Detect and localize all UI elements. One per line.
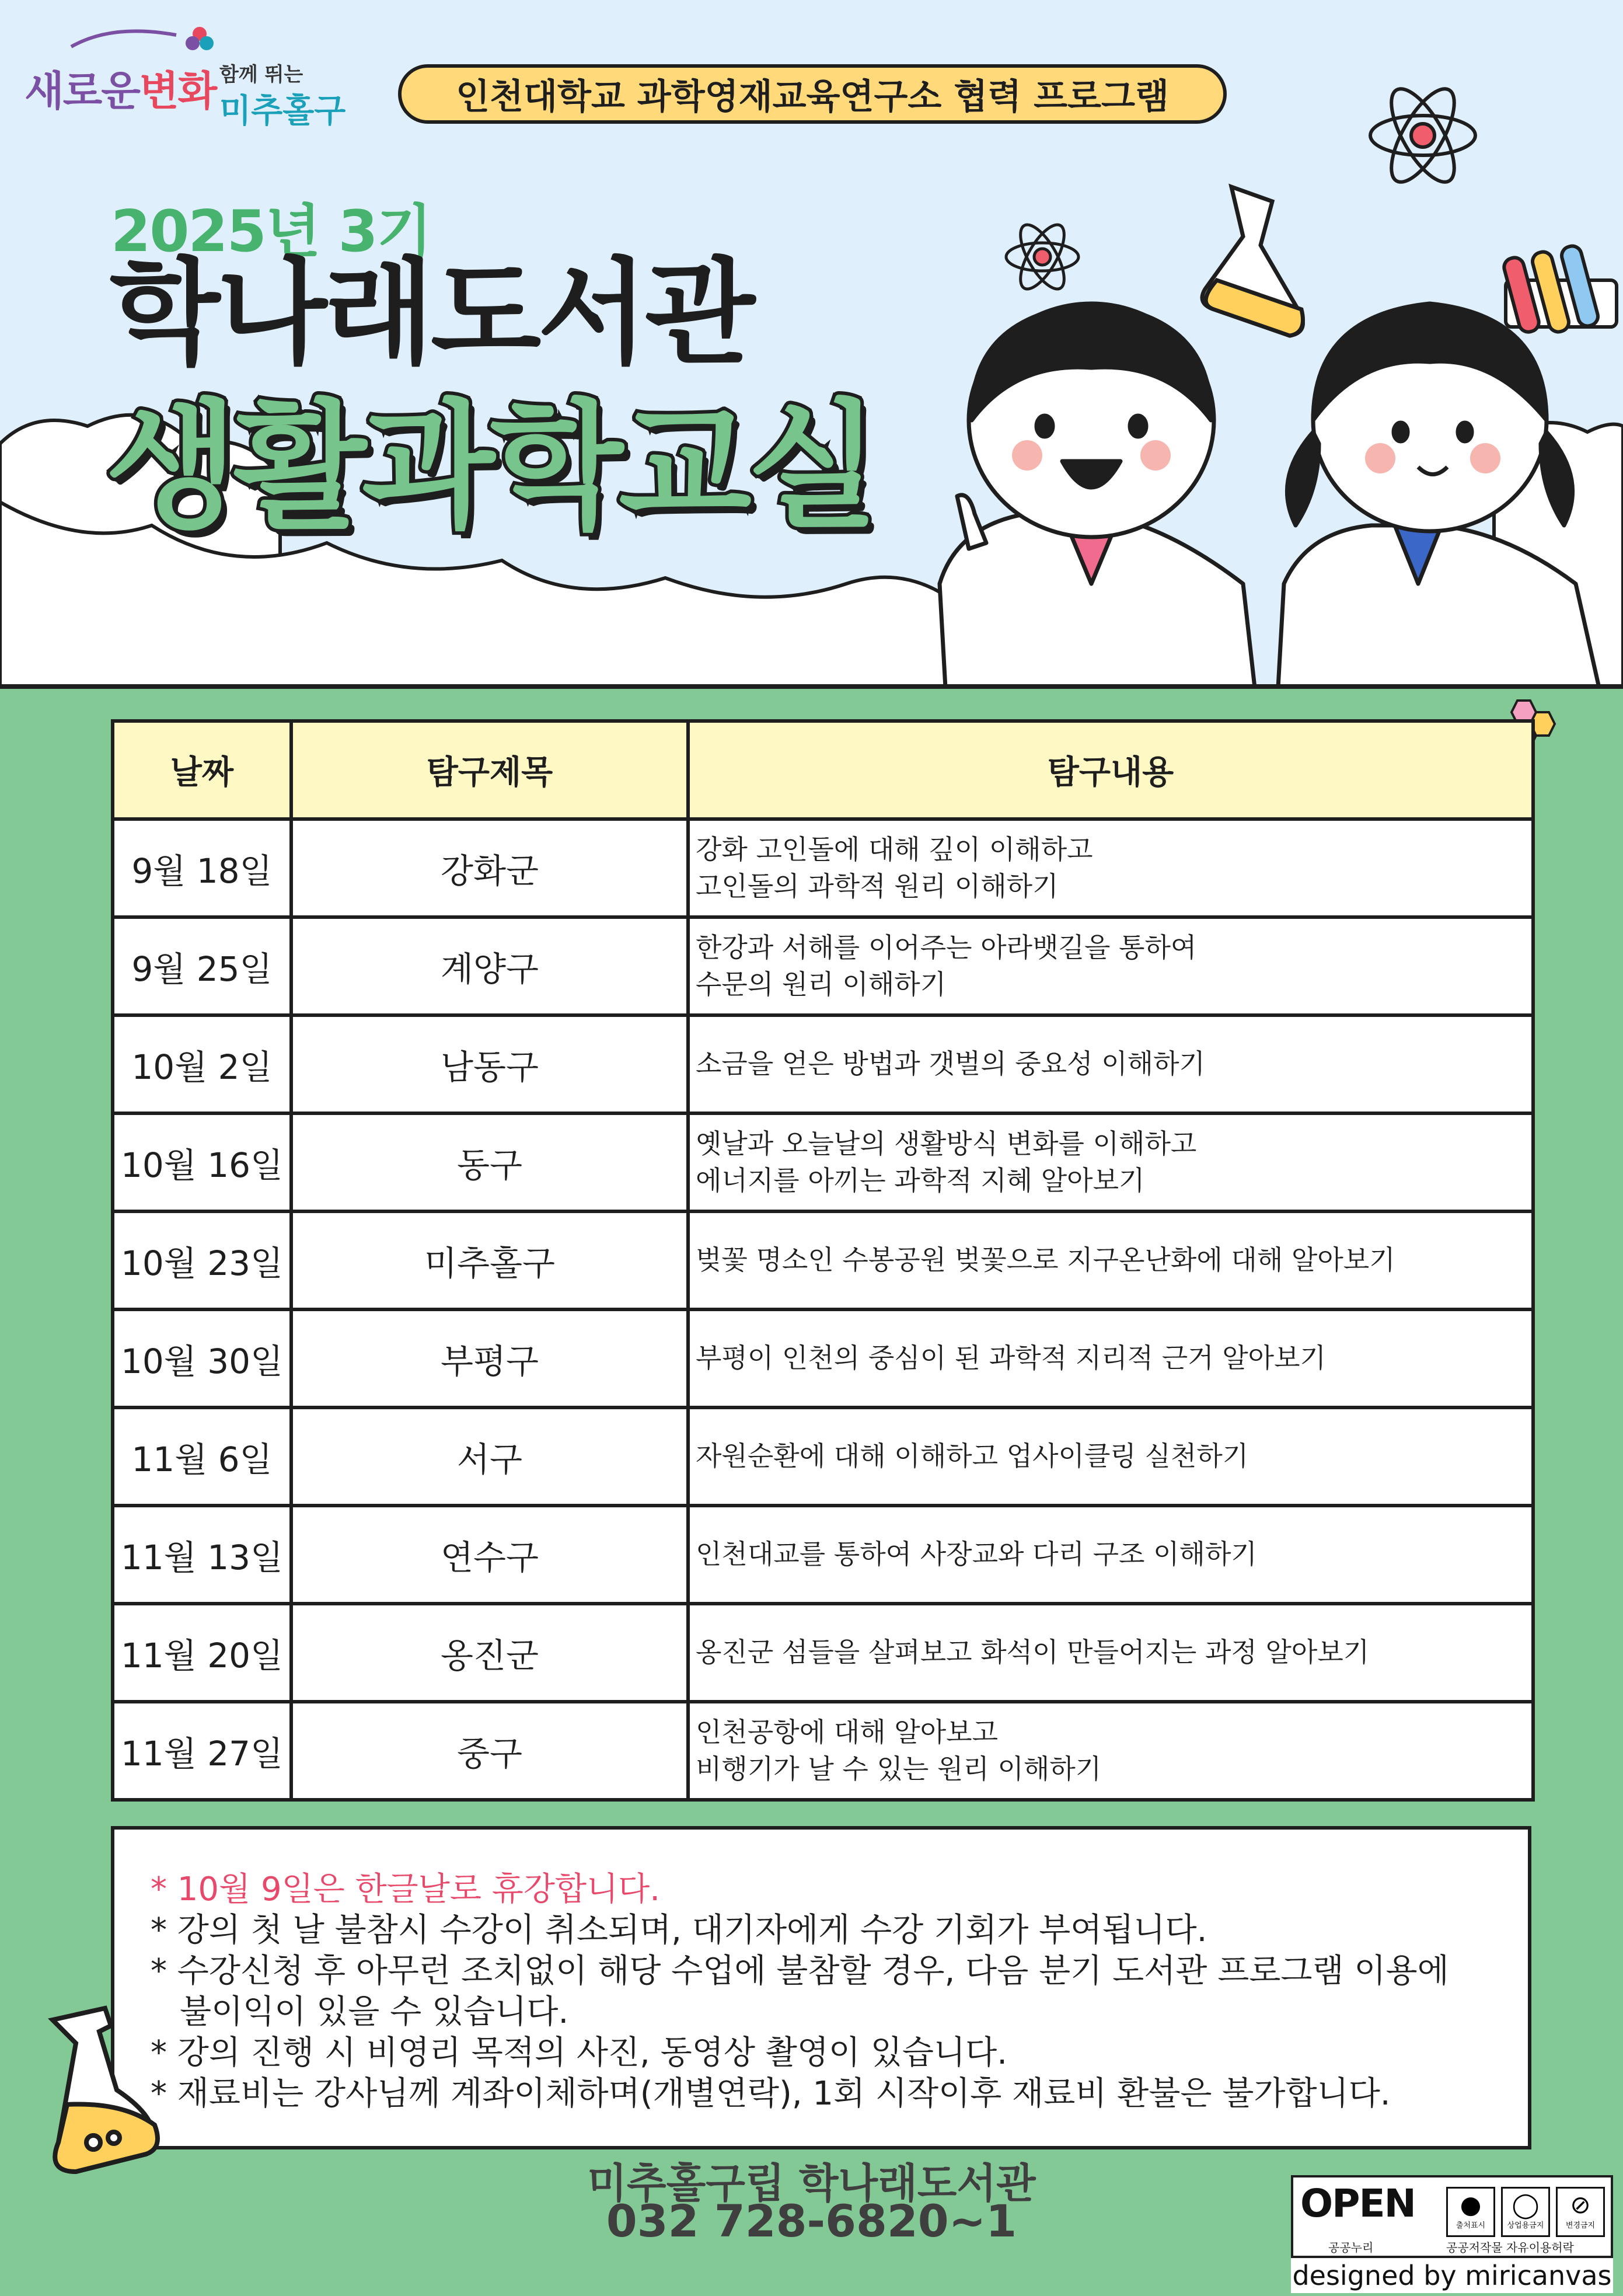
table-row [113, 917, 1533, 1015]
row-date: 10월 16일 [113, 1113, 291, 1211]
notice-holiday: * 10월 9일은 한글날로 휴강합니다. [151, 1870, 661, 1908]
library-name: 미추홀구립 학나래도서관 [587, 2159, 1036, 2207]
kogl-license-badge [1291, 2175, 1613, 2258]
description-line: 소금을 얻은 방법과 갯벌의 중요성 이해하기 [696, 1048, 1205, 1080]
row-date: 9월 18일 [113, 819, 291, 917]
logo-subtext: 함께 뛰는 [219, 63, 303, 86]
row-title: 남동구 [291, 1015, 688, 1113]
row-description [688, 1113, 1533, 1211]
license-desc: 공공저작물 자유이용허락 [1446, 2241, 1574, 2255]
schedule-table [111, 719, 1535, 1802]
row-date: 10월 2일 [113, 1015, 291, 1113]
notice-box [111, 1826, 1531, 2149]
designer-credit: designed by miricanvas [1291, 2258, 1613, 2293]
license-label: 공공누리 [1328, 2241, 1374, 2255]
description-line: 강화 고인돌에 대해 깊이 이해하고 [696, 833, 1093, 865]
scientist-kids-illustration [922, 117, 1623, 688]
row-date: 11월 20일 [113, 1604, 291, 1702]
row-title: 미추홀구 [291, 1211, 688, 1309]
description-line: 인천대교를 통하여 사장교와 다리 구조 이해하기 [696, 1538, 1257, 1570]
table-row [113, 1506, 1533, 1604]
row-date: 11월 27일 [113, 1702, 291, 1800]
row-title: 부평구 [291, 1309, 688, 1407]
row-date: 11월 13일 [113, 1506, 291, 1604]
description-line: 인천공항에 대해 알아보고 [696, 1716, 999, 1748]
district-logo [25, 18, 375, 134]
attribution-icon: ● 출처표시 [1446, 2187, 1495, 2237]
header-title: 탐구제목 [291, 721, 688, 819]
row-title: 연수구 [291, 1506, 688, 1604]
description-line: 에너지를 아끼는 과학적 지혜 알아보기 [696, 1165, 1145, 1196]
description-line: 옹진군 섬들을 살펴보고 화석이 만들어지는 과정 알아보기 [696, 1636, 1370, 1668]
row-description [688, 1407, 1533, 1506]
logo-slogan: 새로운변화 [25, 67, 217, 115]
table-row [113, 1407, 1533, 1506]
license-open: OPEN [1300, 2181, 1415, 2226]
description-line: 벚꽃 명소인 수봉공원 벚꽃으로 지구온난화에 대해 알아보기 [696, 1244, 1395, 1276]
header-date: 날짜 [113, 721, 291, 819]
row-description [688, 1015, 1533, 1113]
row-description [688, 819, 1533, 917]
row-date: 11월 6일 [113, 1407, 291, 1506]
row-description [688, 1604, 1533, 1702]
notice-absence: * 수강신청 후 아무런 조치없이 해당 수업에 불참할 경우, 다음 분기 도서관 프로그램 이용에 [151, 1952, 1449, 1990]
row-title: 강화군 [291, 819, 688, 917]
description-line: 부평이 인천의 중심이 된 과학적 지리적 근거 알아보기 [696, 1342, 1326, 1374]
table-row [113, 1015, 1533, 1113]
license-icons [1446, 2187, 1605, 2237]
row-title: 중구 [291, 1702, 688, 1800]
description-line: 자원순환에 대해 이해하고 업사이클링 실천하기 [696, 1440, 1249, 1472]
description-line: 고인돌의 과학적 원리 이해하기 [696, 870, 1059, 902]
row-description [688, 917, 1533, 1015]
no-derivatives-icon: ⊘ 변경금지 [1556, 2187, 1605, 2237]
table-row [113, 1211, 1533, 1309]
table-row [113, 819, 1533, 917]
row-description [688, 1309, 1533, 1407]
table-row [113, 1309, 1533, 1407]
row-description [688, 1506, 1533, 1604]
program-badge: 인천대학교 과학영재교육연구소 협력 프로그램 [398, 64, 1227, 124]
notice-absence-cont: 불이익이 있을 수 있습니다. [180, 1993, 569, 2031]
flower-icon [65, 18, 182, 53]
notice-photo: * 강의 진행 시 비영리 목적의 사진, 동영상 촬영이 있습니다. [151, 2034, 1008, 2072]
phone-number: 032 728-6820~1 [606, 2195, 1017, 2247]
page-title: 생활과학교실 [105, 386, 875, 547]
noncommercial-icon: ◯ 상업용금지 [1501, 2187, 1550, 2237]
table-row [113, 1702, 1533, 1800]
library-title: 학나래도서관 [110, 247, 752, 380]
table-header-row [113, 721, 1533, 819]
description-line: 옛날과 오늘날의 생활방식 변화를 이해하고 [696, 1127, 1197, 1159]
row-date: 10월 23일 [113, 1211, 291, 1309]
row-title: 옹진군 [291, 1604, 688, 1702]
description-line: 한강과 서해를 이어주는 아라뱃길을 통하여 [696, 931, 1197, 963]
row-date: 9월 25일 [113, 917, 291, 1015]
schedule-table-container [111, 719, 1531, 1802]
row-title: 계양구 [291, 917, 688, 1015]
table-row [113, 1113, 1533, 1211]
description-line: 비행기가 날 수 있는 원리 이해하기 [696, 1753, 1102, 1785]
logo-district: 미추홀구 [219, 92, 346, 130]
header-section [0, 0, 1623, 688]
flower-icon [182, 23, 217, 58]
notice-materials: * 재료비는 강사님께 계좌이체하며(개별연락), 1회 시작이후 재료비 환불은 불가합니다. [151, 2075, 1391, 2113]
row-description [688, 1702, 1533, 1800]
row-title: 동구 [291, 1113, 688, 1211]
row-title: 서구 [291, 1407, 688, 1506]
section-divider [0, 684, 1623, 689]
description-line: 수문의 원리 이해하기 [696, 968, 947, 1000]
term-label: 2025년 3기 [111, 198, 431, 265]
row-date: 10월 30일 [113, 1309, 291, 1407]
row-description [688, 1211, 1533, 1309]
table-row [113, 1604, 1533, 1702]
notice-first-day: * 강의 첫 날 불참시 수강이 취소되며, 대기자에게 수강 기회가 부여됩니다. [151, 1911, 1207, 1949]
header-content: 탐구내용 [688, 721, 1533, 819]
